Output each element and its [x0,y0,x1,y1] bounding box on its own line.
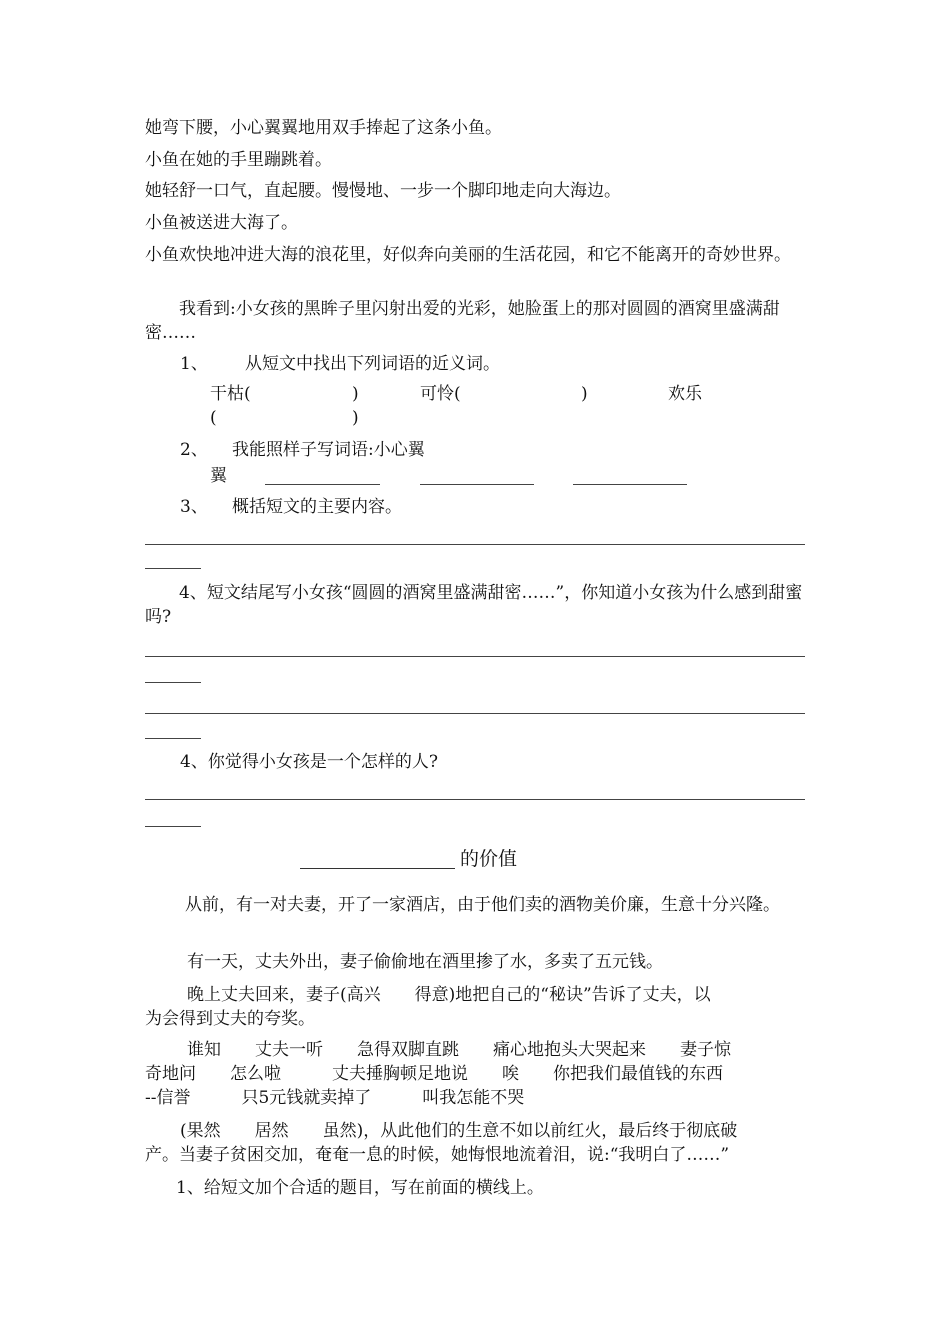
question-5-text: 4、你觉得小女孩是一个怎样的人? [180,752,438,772]
question-1-text: 从短文中找出下列词语的近义词。 [245,354,500,374]
question-2-continuation: 翼 [210,466,227,486]
q4-answer-line-2[interactable] [145,713,805,714]
title-blank[interactable] [300,868,455,869]
q4-answer-line-2-end [145,738,201,739]
passage2-paragraph-4-line-2: 奇地问 怎么啦 丈夫捶胸顿足地说 唉 你把我们最值钱的东西 [145,1064,723,1084]
passage1-paragraph-6: 我看到:小女孩的黑眸子里闪射出爱的光彩，她脸蛋上的那对圆圆的酒窝里盛满甜密…… [145,299,780,343]
passage2-title: 的价值 [460,848,518,870]
q5-answer-line[interactable] [145,799,805,800]
passage2-paragraph-5-line-1: (果然 居然 虽然)，从此他们的生意不如以前红火，最后终于彻底破 [180,1121,738,1141]
q1-word-1-close: ) [352,384,359,404]
q2-answer-blank-1[interactable] [265,484,380,485]
passage1-paragraph-4: 小鱼被送进大海了。 [145,213,298,233]
q1-word-1: 干枯( [210,384,251,404]
passage1-paragraph-3: 她轻舒一口气，直起腰。慢慢地、一步一个脚印地走向大海边。 [145,181,621,201]
q4-answer-line-1-end [145,682,201,683]
passage1-paragraph-1: 她弯下腰，小心翼翼地用双手捧起了这条小鱼。 [145,118,502,138]
passage2-paragraph-3-line-2: 为会得到丈夫的夸奖。 [145,1009,315,1029]
question-2-number: 2、 [180,440,208,460]
question-3-text: 概括短文的主要内容。 [232,497,402,517]
q3-answer-line-end [145,568,201,569]
passage2-paragraph-1: 从前，有一对夫妻，开了一家酒店，由于他们卖的酒物美价廉，生意十分兴隆。 [185,895,780,915]
passage2-paragraph-4-line-1: 谁知 丈夫一听 急得双脚直跳 痛心地抱头大哭起来 妻子惊 [187,1040,731,1060]
q1-word-2: 可怜( [420,384,461,404]
passage1-paragraph-5: 小鱼欢快地冲进大海的浪花里，好似奔向美丽的生活花园，和它不能离开的奇妙世界。 [145,245,791,265]
q2-answer-blank-2[interactable] [420,484,534,485]
passage2-paragraph-5-line-2: 产。当妻子贫困交加，奄奄一息的时候，她悔恨地流着泪，说:“我明白了……” [145,1145,730,1165]
q5-answer-line-end [145,826,201,827]
q4-answer-line-1[interactable] [145,656,805,657]
q1-word-3: 欢乐 [668,384,702,404]
passage2-paragraph-3-line-1: 晚上丈夫回来，妻子(高兴 得意)地把自己的“秘诀”告诉了丈夫，以 [187,985,711,1005]
question-3-number: 3、 [180,497,208,517]
q1-word-3-close: ) [352,408,359,428]
passage1-paragraph-2: 小鱼在她的手里蹦跳着。 [145,150,332,170]
q2-answer-blank-3[interactable] [573,484,687,485]
q1-word-3-open: ( [210,408,217,428]
question-4-text: 4、短文结尾写小女孩“圆圆的酒窝里盛满甜密……”，你知道小女孩为什么感到甜蜜吗? [145,583,803,627]
passage2-question-1: 1、给短文加个合适的题目，写在前面的横线上。 [176,1178,544,1198]
question-1-number: 1、 [180,354,208,374]
q1-word-2-close: ) [581,384,588,404]
question-2-text: 我能照样子写词语:小心翼 [232,440,425,460]
q3-answer-line[interactable] [145,544,805,545]
passage2-paragraph-4-line-3: --信誉 只5元钱就卖掉了 叫我怎能不哭 [145,1088,525,1108]
passage2-paragraph-2: 有一天，丈夫外出，妻子偷偷地在酒里掺了水，多卖了五元钱。 [187,952,663,972]
